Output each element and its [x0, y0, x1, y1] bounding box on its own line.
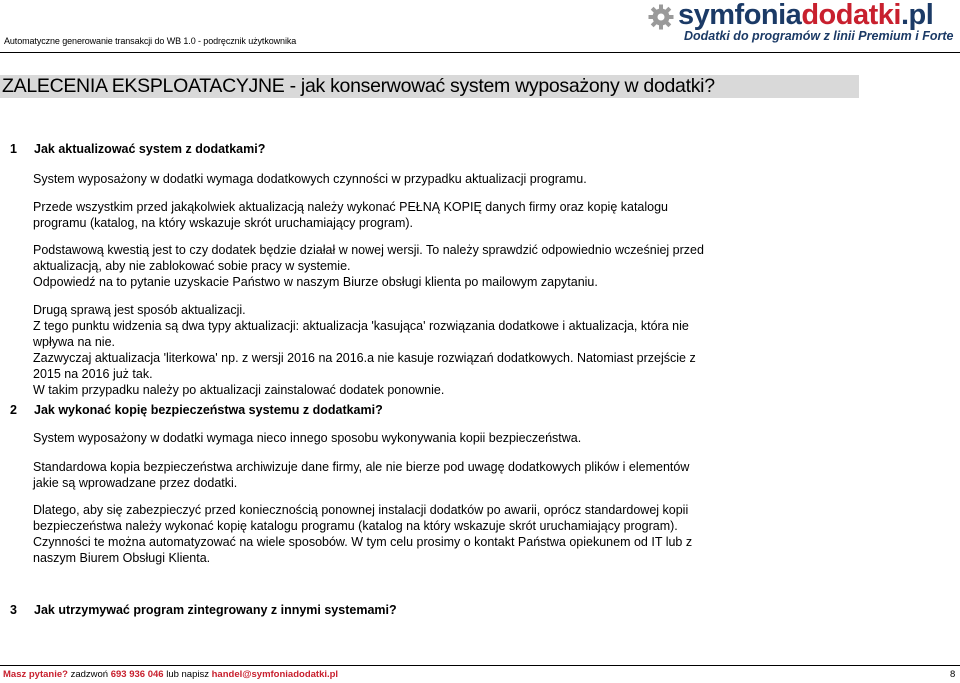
footer-divider	[0, 665, 960, 666]
text-line: Standardowa kopia bezpieczeństwa archiwizuje dane firmy, ale nie bierze pod uwagę dodatkowych plików i elementów	[33, 460, 690, 474]
logo-tagline: Dodatki do programów z linii Premium i Forte	[684, 29, 954, 43]
text-line: System wyposażony w dodatki wymaga dodatkowych czynności w przypadku aktualizacji programu.	[33, 172, 587, 186]
paragraph	[33, 199, 668, 231]
gear-icon	[648, 4, 674, 30]
footer-write-text: lub napisz	[163, 669, 212, 680]
footer-call-text: zadzwoń	[67, 669, 111, 680]
logo-brand-part-a: symfonia	[678, 0, 802, 31]
question-number: 2	[10, 403, 17, 417]
paragraph	[33, 302, 696, 398]
footer-question: Masz pytanie?	[3, 669, 68, 680]
text-line: Drugą sprawą jest sposób aktualizacji.	[33, 303, 246, 317]
text-line: System wyposażony w dodatki wymaga nieco innego sposobu wykonywania kopii bezpieczeństwa.	[33, 431, 582, 445]
paragraph	[33, 459, 689, 491]
text-line: aktualizacją, aby nie zablokować sobie pracy w systemie.	[33, 259, 351, 273]
logo-brand-part-b: dodatki	[801, 0, 901, 31]
page-number: 8	[950, 669, 956, 680]
text-line: wpływa na nie.	[33, 335, 115, 349]
question-number: 3	[10, 603, 17, 617]
paragraph	[33, 242, 704, 290]
email-link[interactable]: handel@symfoniadodatki.pl	[211, 669, 339, 680]
paragraph	[33, 171, 587, 187]
symfoniadodatki-logo	[646, 2, 958, 46]
footer-contact	[3, 669, 338, 680]
text-line: W takim przypadku należy po aktualizacji zainstalować dodatek ponownie.	[33, 383, 445, 397]
header-divider	[0, 52, 960, 53]
text-line: Dlatego, aby się zabezpieczyć przed koniecznością ponownej instalacji dodatków po awarii, oprócz standardowej kopii	[33, 503, 689, 517]
question-title: Jak utrzymywać program zintegrowany z innymi systemami?	[34, 603, 397, 617]
text-line: Podstawową kwestią jest to czy dodatek będzie działał w nowej wersji. To należy sprawdzić odpowiednio wcześniej przed	[33, 243, 704, 257]
logo-brand-part-c: .pl	[900, 0, 934, 31]
text-line: Przede wszystkim przed jakąkolwiek aktualizacją należy wykonać PEŁNĄ KOPIĘ danych firmy oraz kopię katalogu	[33, 200, 668, 214]
text-line: 2015 na 2016 już tak.	[33, 367, 153, 381]
text-line: Czynności te można automatyzować na wiele sposobów. W tym celu prosimy o kontakt Państwa opiekunem od IT lub z	[33, 535, 693, 549]
question-title: Jak wykonać kopię bezpieczeństwa systemu z dodatkami?	[34, 403, 383, 417]
text-line: Odpowiedź na to pytanie uzyskacie Państwo w naszym Biurze obsługi klienta po mailowym zapytaniu.	[33, 275, 598, 289]
question-title: Jak aktualizować system z dodatkami?	[34, 142, 266, 156]
document-title: Automatyczne generowanie transakcji do WB 1.0 - podręcznik użytkownika	[4, 36, 297, 46]
paragraph	[33, 502, 692, 566]
text-line: Z tego punktu widzenia są dwa typy aktualizacji: aktualizacja 'kasująca' rozwiązania dodatkowe i aktualizacja, która nie	[33, 319, 689, 333]
question-number: 1	[10, 142, 17, 156]
text-line: bezpieczeństwa należy wykonać kopię katalogu programu (katalog na który wskazuje skrót uruchamiający program).	[33, 519, 678, 533]
paragraph	[33, 430, 581, 446]
section-title: ZALECENIA EKSPLOATACYJNE - jak konserwować system wyposażony w dodatki?	[0, 75, 859, 98]
phone-link[interactable]: 693 936 046	[110, 669, 164, 680]
text-line: Zazwyczaj aktualizacja 'literkowa' np. z wersji 2016 na 2016.a nie kasuje rozwiązań dodatkowych. Natomiast przejście z	[33, 351, 696, 365]
text-line: naszym Biurem Obsługi Klienta.	[33, 551, 211, 565]
logo-wordmark	[678, 0, 933, 32]
text-line: programu (katalog, na który wskazuje skrót uruchamiający program).	[33, 216, 414, 230]
text-line: jakie są wprowadzane przez dodatki.	[33, 476, 238, 490]
